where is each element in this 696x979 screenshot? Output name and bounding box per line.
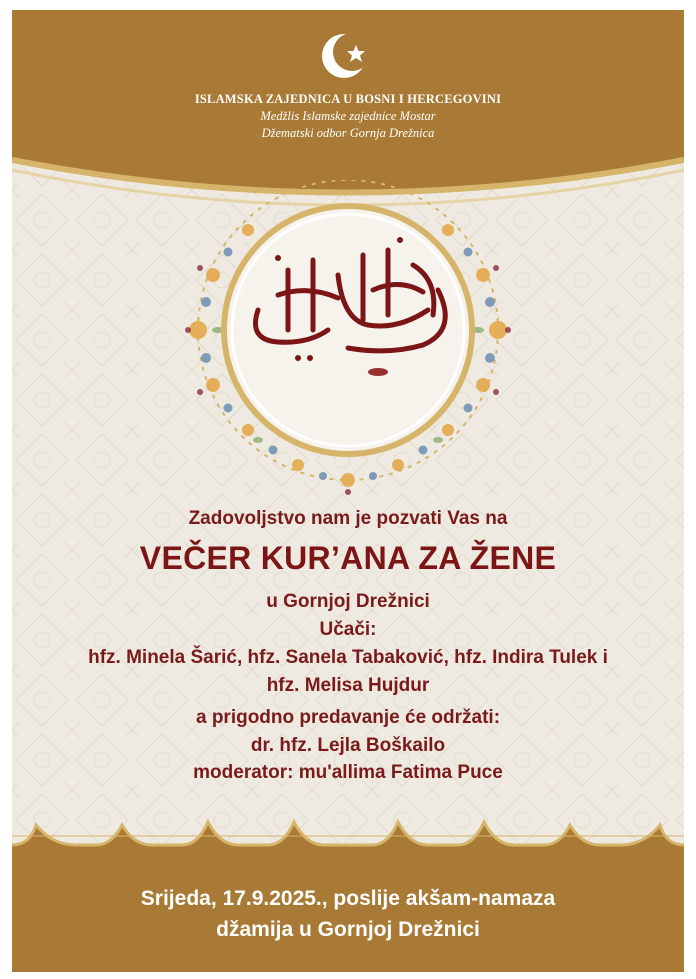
sub-org-dreznica: Džematski odbor Gornja Drežnica (261, 126, 435, 140)
lecturer-name: dr. hfz. Lejla Boškailo (250, 735, 446, 756)
lecture-intro: a prigodno predavanje će održati: (195, 707, 501, 728)
readers-line-2: hfz. Melisa Hujdur (266, 675, 430, 696)
moderator-name: moderator: mu'allima Fatima Puce (193, 762, 503, 783)
readers-line-1: hfz. Minela Šarić, hfz. Sanela Tabaković, hfz. Indira Tulek i (88, 647, 608, 668)
event-place: u Gornjoj Drežnici (266, 591, 430, 612)
crescent-star-icon (318, 26, 378, 86)
poster-header (12, 10, 684, 160)
readers-label: Učači: (319, 619, 377, 640)
event-date: Srijeda, 17.9.2025., poslije akšam-namaza (140, 887, 556, 910)
invitation-intro: Zadovoljstvo nam je pozvati Vas na (188, 508, 508, 529)
event-title: VEČER KUR’ANA ZA ŽENE (139, 540, 557, 576)
event-venue: džamija u Gornjoj Drežnici (216, 918, 480, 941)
calligraphy-medallion (138, 180, 558, 500)
sub-org-mostar: Medžlis Islamske zajednice Mostar (260, 109, 436, 123)
invitation-poster (12, 10, 684, 972)
org-name: ISLAMSKA ZAJEDNICA U BOSNI I HERCEGOVINI (194, 92, 502, 106)
